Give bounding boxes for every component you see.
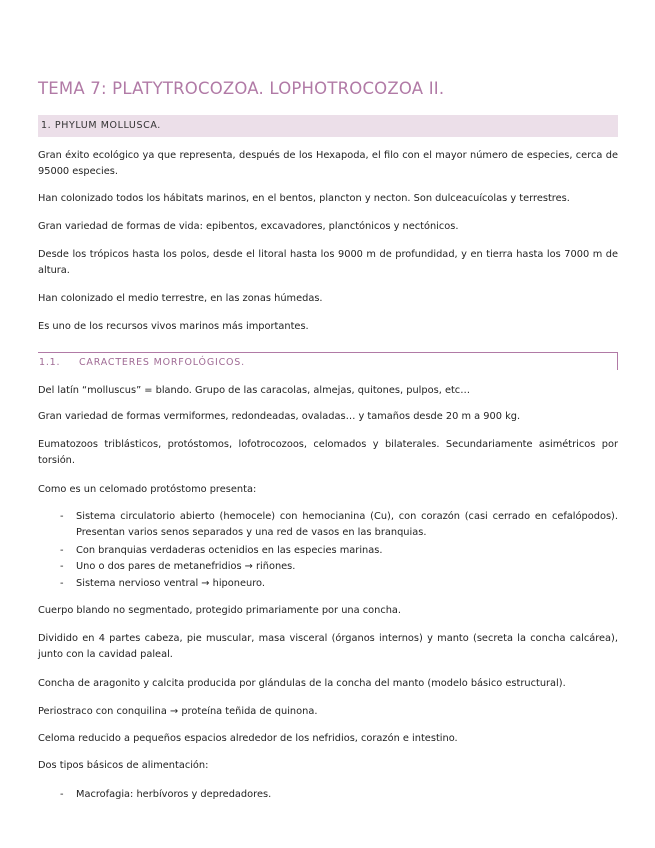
list-item-text: Uno o dos pares de metanefridios → riñones. [76, 561, 296, 572]
paragraph: Han colonizado todos los hábitats marinos, en el bentos, plancton y necton. Son dulceacuícolas y terrestres. [38, 193, 570, 204]
paragraph: Del latín “molluscus” = blando. Grupo de las caracolas, almejas, quitones, pulpos, etc… [38, 385, 470, 396]
paragraph: Concha de aragonito y calcita producida por glándulas de la concha del manto (modelo básico estructural). [38, 678, 566, 689]
paragraph: Periostraco con conquilina → proteína teñida de quinona. [38, 706, 318, 717]
list-marker: - [60, 561, 64, 572]
paragraph: Desde los trópicos hasta los polos, desde el litoral hasta los 9000 m de profundidad, y en tierra hasta los 7000 m de altura. [38, 249, 618, 276]
list-item-text: Con branquias verdaderas octenidios en las especies marinas. [76, 545, 383, 556]
list-marker: - [60, 545, 64, 556]
list-item-text: Sistema circulatorio abierto (hemocele) con hemocianina (Cu), con corazón (casi cerrado en cefalópodos). Presentan varios senos separados y una red de vasos en las branquias. [76, 511, 618, 538]
paragraph: Eumatozoos triblásticos, protóstomos, lofotrocozoos, celomados y bilaterales. Secundariamente asimétricos por torsión. [38, 439, 618, 466]
paragraph: Como es un celomado protóstomo presenta: [38, 484, 257, 495]
list-item [60, 559, 618, 575]
paragraph: Celoma reducido a pequeños espacios alrededor de los nefridios, corazón e intestino. [38, 733, 458, 744]
paragraph: Dos tipos básicos de alimentación: [38, 760, 209, 771]
paragraph: Han colonizado el medio terrestre, en las zonas húmedas. [38, 293, 323, 304]
list-marker: - [60, 789, 64, 800]
paragraph: Gran éxito ecológico ya que representa, después de los Hexapoda, el filo con el mayor número de especies, cerca de 95000 especies. [38, 150, 618, 177]
list-item-text: Sistema nervioso ventral → hiponeuro. [76, 578, 265, 589]
section-heading-phylum-mollusca: 1. PHYLUM MOLLUSCA. [38, 115, 618, 137]
list-item-text: Macrofagia: herbívoros y depredadores. [76, 789, 272, 800]
list-marker: - [60, 578, 64, 589]
list-marker: - [60, 511, 64, 522]
paragraph: Es uno de los recursos vivos marinos más importantes. [38, 321, 309, 332]
subsection-title: CARACTERES MORFOLÓGICOS. [79, 357, 245, 368]
list-item [60, 509, 618, 541]
subsection-number: 1.1. [39, 357, 61, 368]
list-item [60, 576, 618, 592]
list-item [60, 543, 618, 559]
subsection-heading-caracteres [38, 352, 618, 370]
paragraph: Cuerpo blando no segmentado, protegido primariamente por una concha. [38, 605, 402, 616]
paragraph: Gran variedad de formas vermiformes, redondeadas, ovaladas… y tamaños desde 20 m a 900 kg. [38, 411, 521, 422]
page-title: TEMA 7: PLATYTROCOZOA. LOPHOTROCOZOA II. [38, 79, 445, 98]
paragraph: Gran variedad de formas de vida: epibentos, excavadores, planctónicos y nectónicos. [38, 221, 459, 232]
paragraph: Dividido en 4 partes cabeza, pie muscular, masa visceral (órganos internos) y manto (secreta la concha calcárea), junto con la cavidad paleal. [38, 633, 618, 660]
list-item [60, 787, 618, 803]
